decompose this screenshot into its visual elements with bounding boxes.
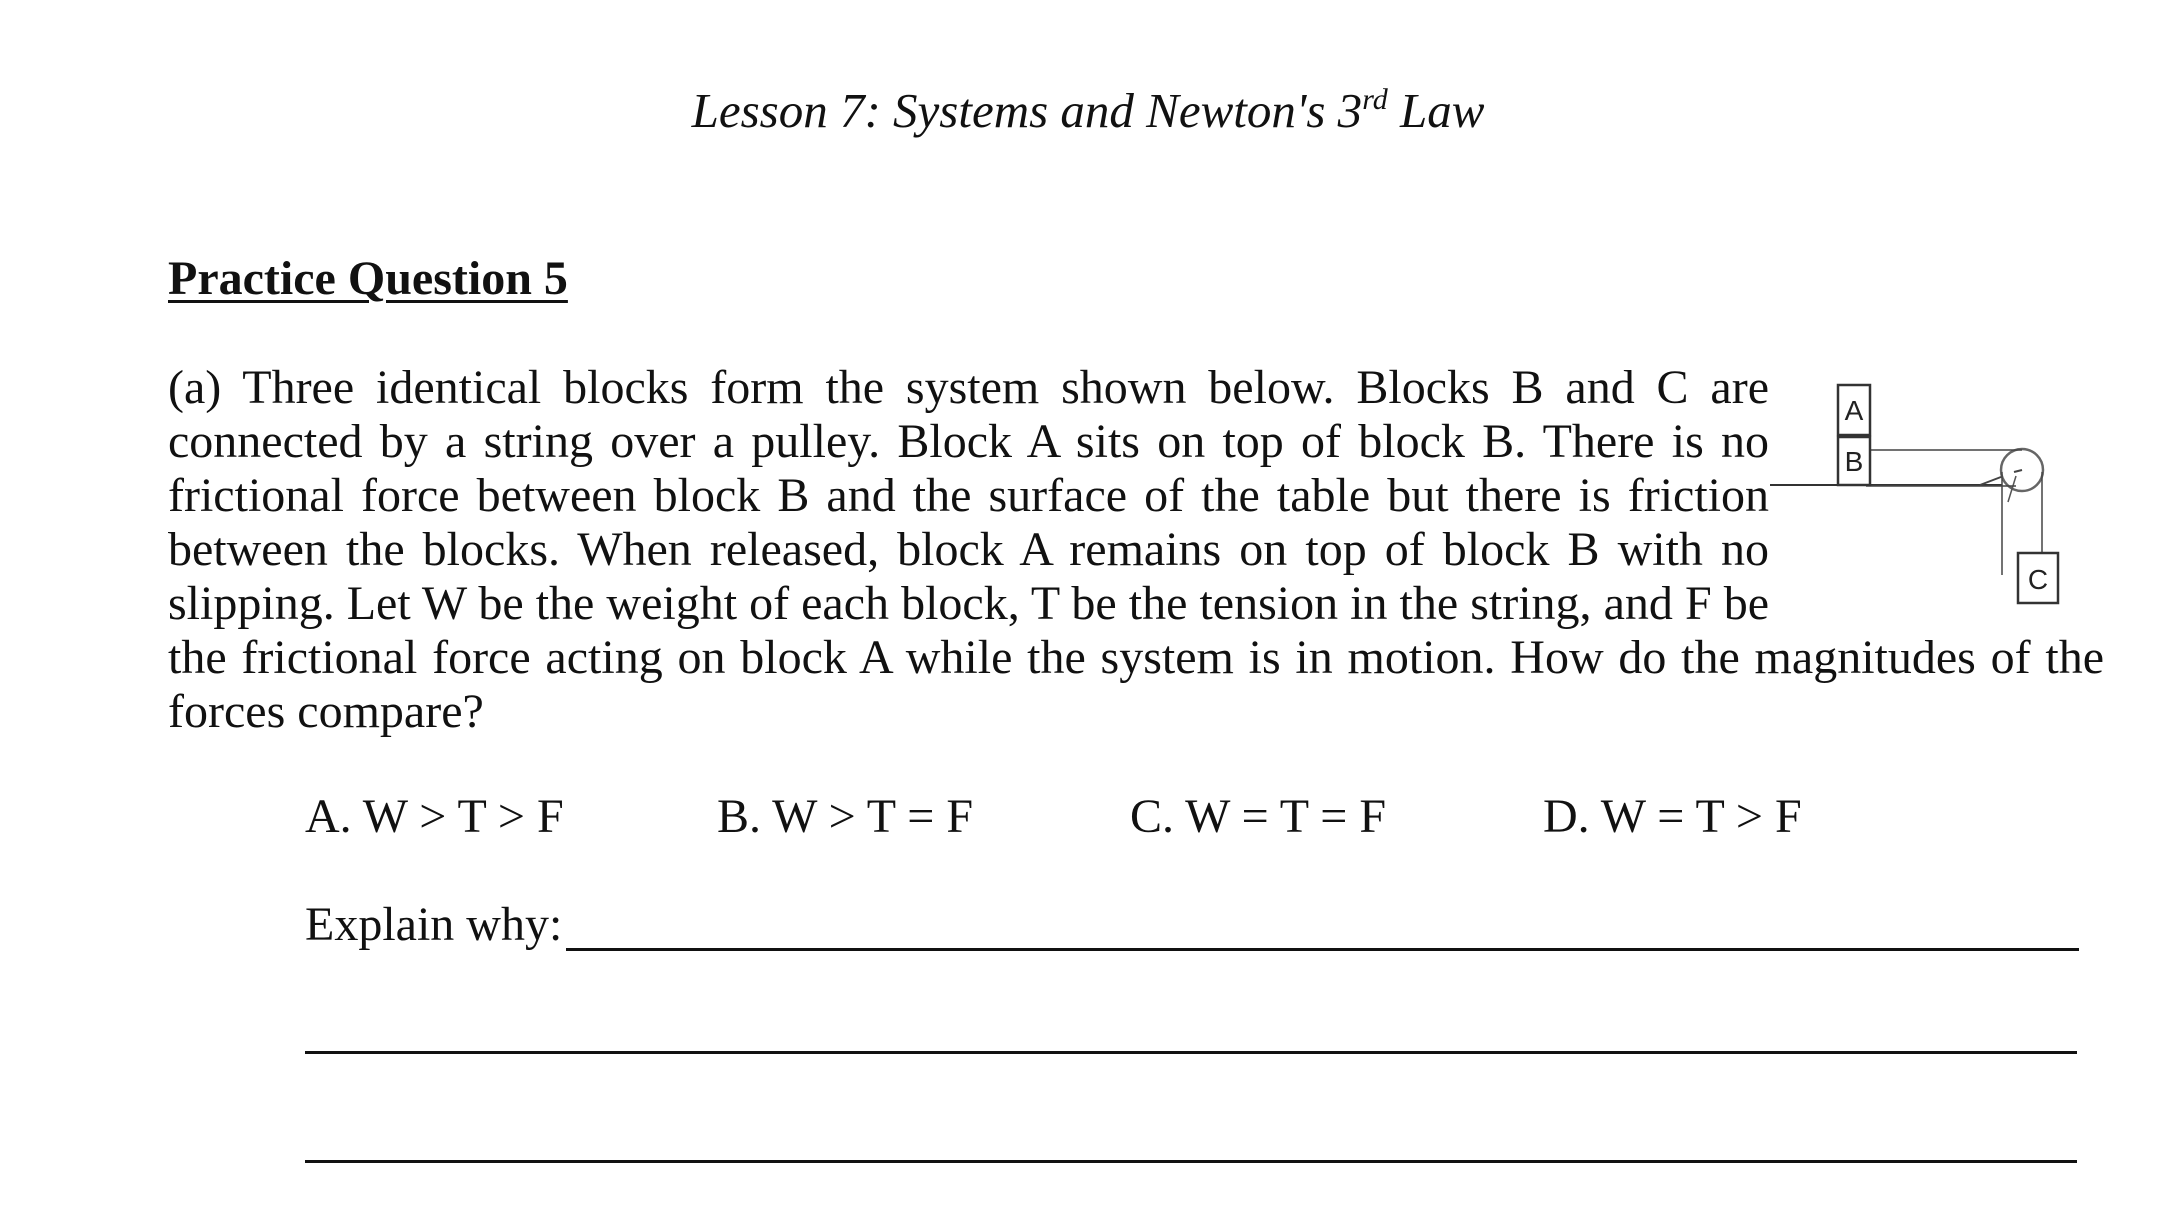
question-line-6: the frictional force acting on block A while the system is in motion. How do the magnitudes of the [168, 631, 2104, 684]
answer-line-1[interactable] [566, 948, 2079, 951]
lesson-title-main: Lesson 7: Systems and Newton's 3 [691, 83, 1363, 138]
block-a-label: A [1844, 395, 1864, 426]
question-line-3: frictional force between block B and the surface of the table but there is friction [168, 469, 1769, 522]
question-line-7: forces compare? [168, 685, 484, 738]
option-b[interactable]: B. W > T = F [717, 790, 974, 843]
question-line-5: slipping. Let W be the weight of each block, T be the tension in the string, and F be [168, 577, 1769, 630]
question-line-2: connected by a string over a pulley. Block A sits on top of block B. There is no [168, 415, 1769, 468]
question-heading: Practice Question 5 [168, 252, 568, 305]
blocks-pulley-diagram [1770, 350, 2086, 620]
option-a[interactable]: A. W > T > F [305, 790, 564, 843]
question-line-4: between the blocks. When released, block A remains on top of block B with no [168, 523, 1769, 576]
explain-label: Explain why: [305, 898, 563, 951]
option-c[interactable]: C. W = T = F [1130, 790, 1387, 843]
block-b-label: B [1844, 446, 1864, 477]
answer-line-2[interactable] [305, 1051, 2077, 1054]
answer-line-3[interactable] [305, 1160, 2077, 1163]
option-d[interactable]: D. W = T > F [1543, 790, 1802, 843]
question-line-1: (a) Three identical blocks form the system shown below. Blocks B and C are [168, 361, 1769, 414]
block-c-label: C [2027, 564, 2049, 595]
lesson-title-end: Law [1387, 83, 1485, 138]
lesson-title [0, 82, 2176, 141]
lesson-title-superscript: rd [1362, 83, 1388, 116]
